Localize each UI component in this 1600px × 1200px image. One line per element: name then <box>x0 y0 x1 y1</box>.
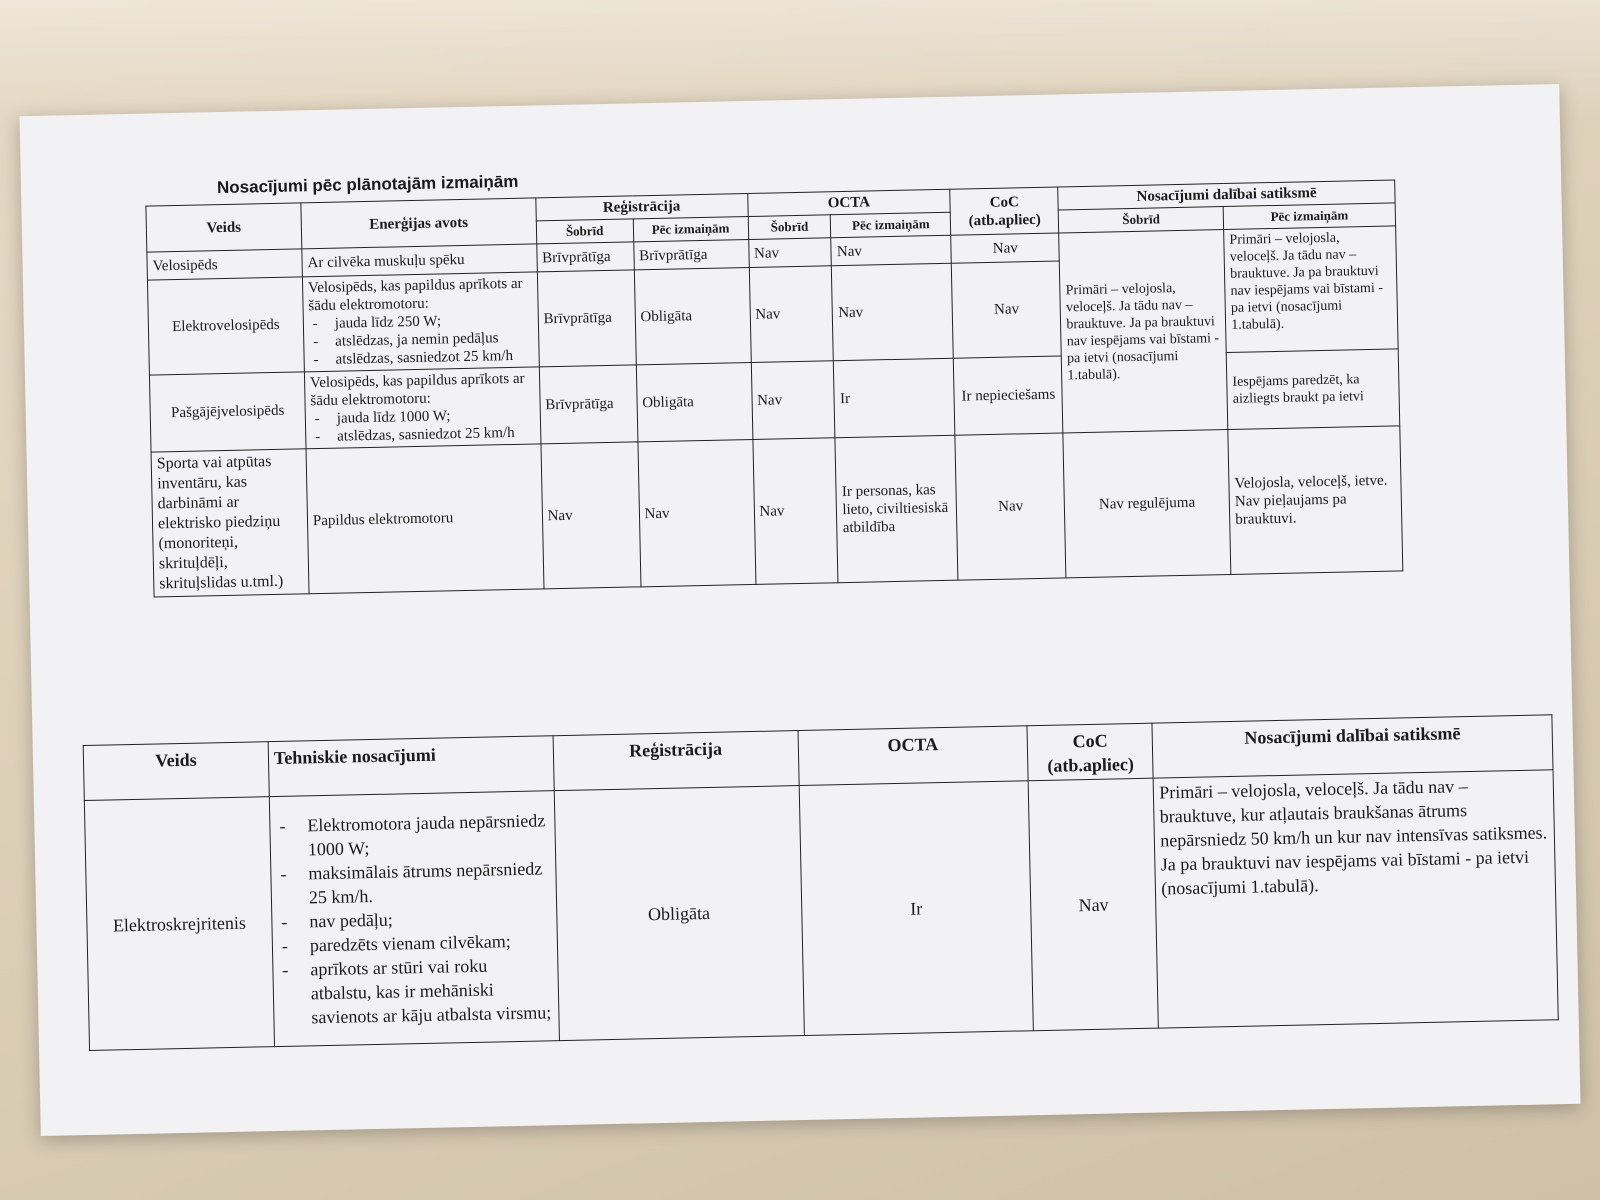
cell-reg-sobrid: Brīvprātīga <box>537 270 636 367</box>
col-header-tehniskie: Tehniskie nosacījumi <box>268 736 554 797</box>
cell-coc: Nav <box>955 433 1066 580</box>
cell-octa-pec: Nav <box>832 263 954 360</box>
list-item: - aprīkots ar stūri vai roku atbalstu, kas ir mehāniski savienots ar kāju atbalsta virsmu; <box>278 952 553 1030</box>
energija-intro: Velosipēds, kas papildus aprīkots ar šādu elektromotoru: <box>307 275 523 315</box>
cell-coc: Ir nepieciešams <box>954 356 1064 435</box>
document-title: Nosacījumi pēc plānotajām izmaiņām <box>216 171 519 198</box>
col-header-veids: Veids <box>146 203 302 252</box>
col-header-octa: OCTA <box>798 726 1029 786</box>
table-row <box>84 770 1558 1051</box>
cell-veids: Pašgājējvelosipēds <box>149 372 306 452</box>
list-item: - Elektromotora jauda nepārsniedz 1000 W; <box>275 808 550 862</box>
col-header-energijas-avots: Enerģijas avots <box>301 198 537 249</box>
col-header-coc <box>1027 723 1153 781</box>
cell-veids: Sporta vai atpūtas inventāru, kas darbināmi ar elektrisko piedziņu (monoriteņi, skrituļdēļi, skrituļslidas u.tml.) <box>151 449 309 597</box>
energija-list <box>311 406 535 447</box>
coc-sublabel: (atb.apliec) <box>1047 754 1135 776</box>
subheader-cond-sobrid: Šobrīd <box>1058 207 1223 233</box>
list-item: - jauda līdz 1000 W; <box>311 406 535 429</box>
cell-reg-pec: Obligāta <box>636 362 753 441</box>
paper-sheet <box>19 84 1580 1136</box>
cell-reg-sobrid: Nav <box>541 442 641 589</box>
cell-octa-sobrid: Nav <box>751 361 836 440</box>
cell-energija: Ar cilvēka muskuļu spēku <box>302 244 537 277</box>
col-header-octa: OCTA <box>747 189 950 216</box>
cell-tehniskie <box>269 791 559 1047</box>
cell-cond-sobrid: Nav regulējuma <box>1063 429 1231 577</box>
subheader-octa-pec: Pēc izmaiņām <box>831 212 951 238</box>
cell-reg-pec: Brīvprātīga <box>633 240 748 270</box>
subheader-octa-sobrid: Šobrīd <box>748 215 831 240</box>
list-item: - atslēdzas, sasniedzot 25 km/h <box>311 424 535 447</box>
cell-reg-sobrid: Brīvprātīga <box>536 242 634 272</box>
cell-octa: Ir <box>799 781 1034 1036</box>
table-row <box>151 426 1403 597</box>
cell-coc: Nav <box>951 233 1060 263</box>
col-header-coc <box>950 187 1059 235</box>
col-header-registracija: Reģistrācija <box>535 194 747 221</box>
cell-coc: Nav <box>1028 778 1158 1031</box>
energija-list <box>309 311 534 370</box>
list-item: - atslēdzas, ja nemin pedāļus <box>309 329 533 352</box>
cell-reg-pec: Nav <box>638 439 756 586</box>
col-header-veids: Veids <box>83 742 269 801</box>
coc-label: CoC <box>989 193 1020 211</box>
cell-veids: Elektrovelosipēds <box>147 277 304 375</box>
subheader-reg-sobrid: Šobrīd <box>536 219 633 244</box>
cell-octa-sobrid: Nav <box>748 238 831 268</box>
conditions-table-2 <box>83 714 1559 1051</box>
col-header-registracija: Reģistrācija <box>553 731 799 791</box>
cell-veids: Velosipēds <box>147 249 302 280</box>
subheader-cond-pec: Pēc izmaiņām <box>1223 203 1395 230</box>
cell-coc: Nav <box>952 261 1062 358</box>
col-header-nosacijumi: Nosacījumi dalībai satiksmē <box>1058 180 1395 210</box>
cell-registracija: Obligāta <box>554 786 804 1041</box>
list-item: - paredzēts vienam cilvēkam; <box>278 928 552 958</box>
cell-octa-sobrid: Nav <box>752 438 838 585</box>
cell-cond-pec: Primāri – velojosla, veloceļš. Ja tādu nav – brauktuve. Ja pa brauktuvi nav iespējams vai bīstami - pa ietvi (nosacījumi 1.tabulā). <box>1224 226 1398 353</box>
list-item: - jauda līdz 250 W; <box>309 311 533 334</box>
cell-cond-pec: Iespējams paredzēt, ka aizliegts braukt pa ietvi <box>1226 349 1399 430</box>
list-item: - atslēdzas, sasniedzot 25 km/h <box>309 347 533 370</box>
cell-octa-pec: Ir personas, kas lieto, civiltiesiskā atbildība <box>835 435 958 582</box>
coc-sublabel: (atb.apliec) <box>968 211 1041 229</box>
cell-nosacijumi: Primāri – velojosla, veloceļš. Ja tādu nav – brauktuve, kur atļautais braukšanas ātrums nepārsniedz 50 km/h un kur nav intensīvas satiksmes. Ja pa brauktuvi nav iespējams vai bīstami - pa ietvi (nosacījumi 1.tabulā). <box>1153 770 1558 1028</box>
cell-octa-sobrid: Nav <box>749 266 834 363</box>
col-header-nosacijumi: Nosacījumi dalībai satiksmē <box>1152 715 1553 778</box>
tehniskie-list <box>275 808 553 1030</box>
cell-octa-pec: Nav <box>831 235 951 266</box>
list-item: - nav pedāļu; <box>277 904 551 934</box>
cell-reg-sobrid: Brīvprātīga <box>539 365 638 444</box>
cell-energija: Papildus elektromotoru <box>306 444 544 594</box>
cell-cond-sobrid-shared: Primāri – velojosla, veloceļš. Ja tādu nav – brauktuve. Ja pa brauktuvi nav iespējams vai bīstami - pa ietvi (nosacījumi 1.tabulā). <box>1059 230 1228 433</box>
list-item: - maksimālais ātrums nepārsniedz 25 km/h. <box>276 856 551 910</box>
cell-octa-pec: Ir <box>834 358 956 437</box>
energija-intro: Velosipēds, kas papildus aprīkots ar šādu elektromotoru: <box>309 370 525 410</box>
coc-label: CoC <box>1072 730 1108 752</box>
cell-energija <box>302 272 539 372</box>
cell-cond-pec: Velojosla, veloceļš, ietve. Nav pieļaujams pa brauktuvi. <box>1228 426 1403 575</box>
subheader-reg-pec: Pēc izmaiņām <box>633 217 748 242</box>
cell-reg-pec: Obligāta <box>634 267 751 364</box>
cell-veids: Elektroskrejritenis <box>84 797 274 1051</box>
conditions-table-1 <box>145 179 1403 597</box>
cell-energija <box>304 367 540 449</box>
